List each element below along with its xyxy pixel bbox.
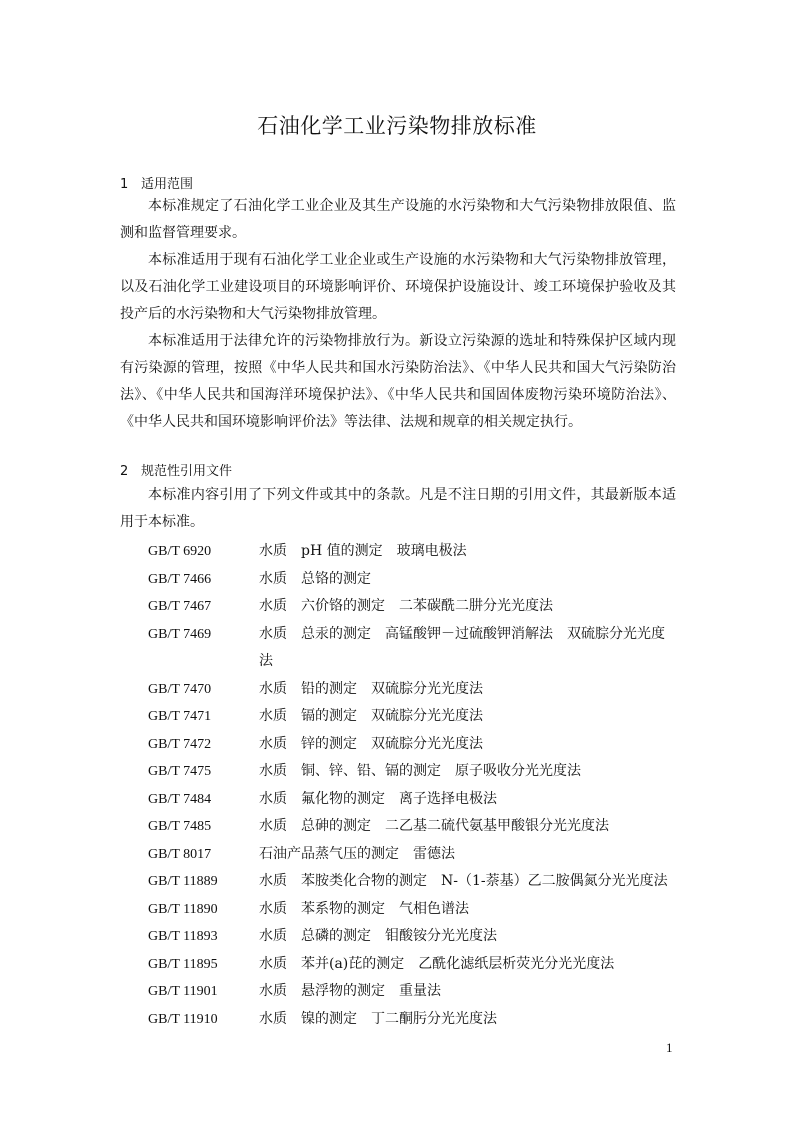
section-heading-scope xyxy=(120,173,193,192)
reference-title: 水质 镍的测定 丁二酮肟分光光度法 xyxy=(259,1010,497,1027)
reference-title: 水质 苯系物的测定 气相色谱法 xyxy=(259,900,469,917)
section-body-references xyxy=(120,482,676,536)
reference-code: GB/T 11889 xyxy=(148,874,218,889)
reference-title: 水质 pH 值的测定 玻璃电极法 xyxy=(259,543,467,559)
paragraph: 本标准适用于法律允许的污染物排放行为。新设立污染源的选址和特殊保护区域内现有污染源的管理，按照《中华人民共和国水污染防治法》、《中华人民共和国大气污染防治法》、《中华人民共和国海洋环境保护法》、《中华人民共和国固体废物污染环境防治法》、《中华人民共和国环境影响评价法》等法律、法规和规章的相关规定执行。 xyxy=(120,333,676,430)
reference-code: GB/T 7470 xyxy=(148,681,212,697)
reference-code: GB/T 11895 xyxy=(148,956,218,972)
reference-code: GB/T 7475 xyxy=(148,764,212,779)
section-number: 1 xyxy=(120,177,129,192)
reference-item xyxy=(148,868,678,896)
page-number: 1 xyxy=(666,1040,673,1055)
reference-item xyxy=(148,951,678,979)
reference-item xyxy=(148,841,678,869)
reference-item xyxy=(148,923,678,951)
reference-code: GB/T 8017 xyxy=(148,846,212,862)
reference-title: 水质 氟化物的测定 离子选择电极法 xyxy=(259,790,497,807)
reference-item xyxy=(148,566,678,594)
reference-title: 水质 悬浮物的测定 重量法 xyxy=(259,983,441,999)
reference-list xyxy=(148,538,678,1033)
reference-title: 水质 苯胺类化合物的测定 N-（1-萘基）乙二胺偶氮分光光度法 xyxy=(259,873,668,889)
reference-item xyxy=(148,731,678,759)
reference-title: 水质 总磷的测定 钼酸铵分光光度法 xyxy=(259,928,497,944)
reference-code: GB/T 7467 xyxy=(148,599,212,614)
reference-item xyxy=(148,621,678,676)
reference-title: 水质 铅的测定 双硫腙分光光度法 xyxy=(259,680,483,697)
reference-item xyxy=(148,593,678,621)
paragraph: 本标准内容引用了下列文件或其中的条款。凡是不注日期的引用文件，其最新版本适用于本标准。 xyxy=(120,487,676,530)
reference-code: GB/T 11893 xyxy=(148,929,218,944)
reference-title: 水质 六价铬的测定 二苯碳酰二肼分光光度法 xyxy=(259,598,553,614)
reference-title: 水质 总铬的测定 xyxy=(259,570,371,587)
reference-item xyxy=(148,786,678,814)
reference-item xyxy=(148,896,678,924)
reference-code: GB/T 7484 xyxy=(148,791,212,807)
reference-title: 水质 铜、锌、铅、镉的测定 原子吸收分光光度法 xyxy=(259,763,581,779)
reference-title: 水质 锌的测定 双硫腙分光光度法 xyxy=(259,735,483,752)
reference-code: GB/T 7472 xyxy=(148,736,212,752)
reference-code: GB/T 11890 xyxy=(148,901,218,917)
section-title: 规范性引用文件 xyxy=(141,464,233,479)
document-title: 石油化学工业污染物排放标准 xyxy=(257,114,537,138)
reference-title: 水质 镉的测定 双硫腙分光光度法 xyxy=(259,708,483,724)
reference-code: GB/T 11910 xyxy=(148,1011,218,1027)
reference-title: 水质 苯并(a)芘的测定 乙酰化滤纸层析荧光分光光度法 xyxy=(259,955,615,972)
paragraph: 本标准适用于现有石油化学工业企业或生产设施的水污染物和大气污染物排放管理，以及石油化学工业建设项目的环境影响评价、环境保护设施设计、竣工环境保护验收及其投产后的水污染物和大气污染物排放管理。 xyxy=(120,252,676,322)
reference-title: 水质 总砷的测定 二乙基二硫代氨基甲酸银分光光度法 xyxy=(259,818,609,834)
reference-item xyxy=(148,978,678,1006)
reference-code: GB/T 7469 xyxy=(148,626,212,642)
reference-title: 石油产品蒸气压的测定 雷德法 xyxy=(259,845,455,862)
reference-code: GB/T 7466 xyxy=(148,571,212,587)
reference-code: GB/T 11901 xyxy=(148,984,218,999)
paragraph: 本标准规定了石油化学工业企业及其生产设施的水污染物和大气污染物排放限值、监测和监督管理要求。 xyxy=(120,198,676,241)
reference-code: GB/T 7471 xyxy=(148,709,212,724)
reference-item xyxy=(148,676,678,704)
section-body-scope xyxy=(120,193,676,436)
section-number: 2 xyxy=(120,464,129,479)
reference-item xyxy=(148,703,678,731)
reference-item xyxy=(148,1006,678,1034)
reference-title: 水质 总汞的测定 高锰酸钾－过硫酸钾消解法 双硫腙分光光度法 xyxy=(259,625,665,669)
reference-item xyxy=(148,813,678,841)
reference-item xyxy=(148,538,678,566)
reference-code: GB/T 7485 xyxy=(148,819,212,834)
reference-item xyxy=(148,758,678,786)
section-title: 适用范围 xyxy=(141,177,194,192)
reference-code: GB/T 6920 xyxy=(148,544,212,559)
section-heading-references xyxy=(120,460,232,479)
